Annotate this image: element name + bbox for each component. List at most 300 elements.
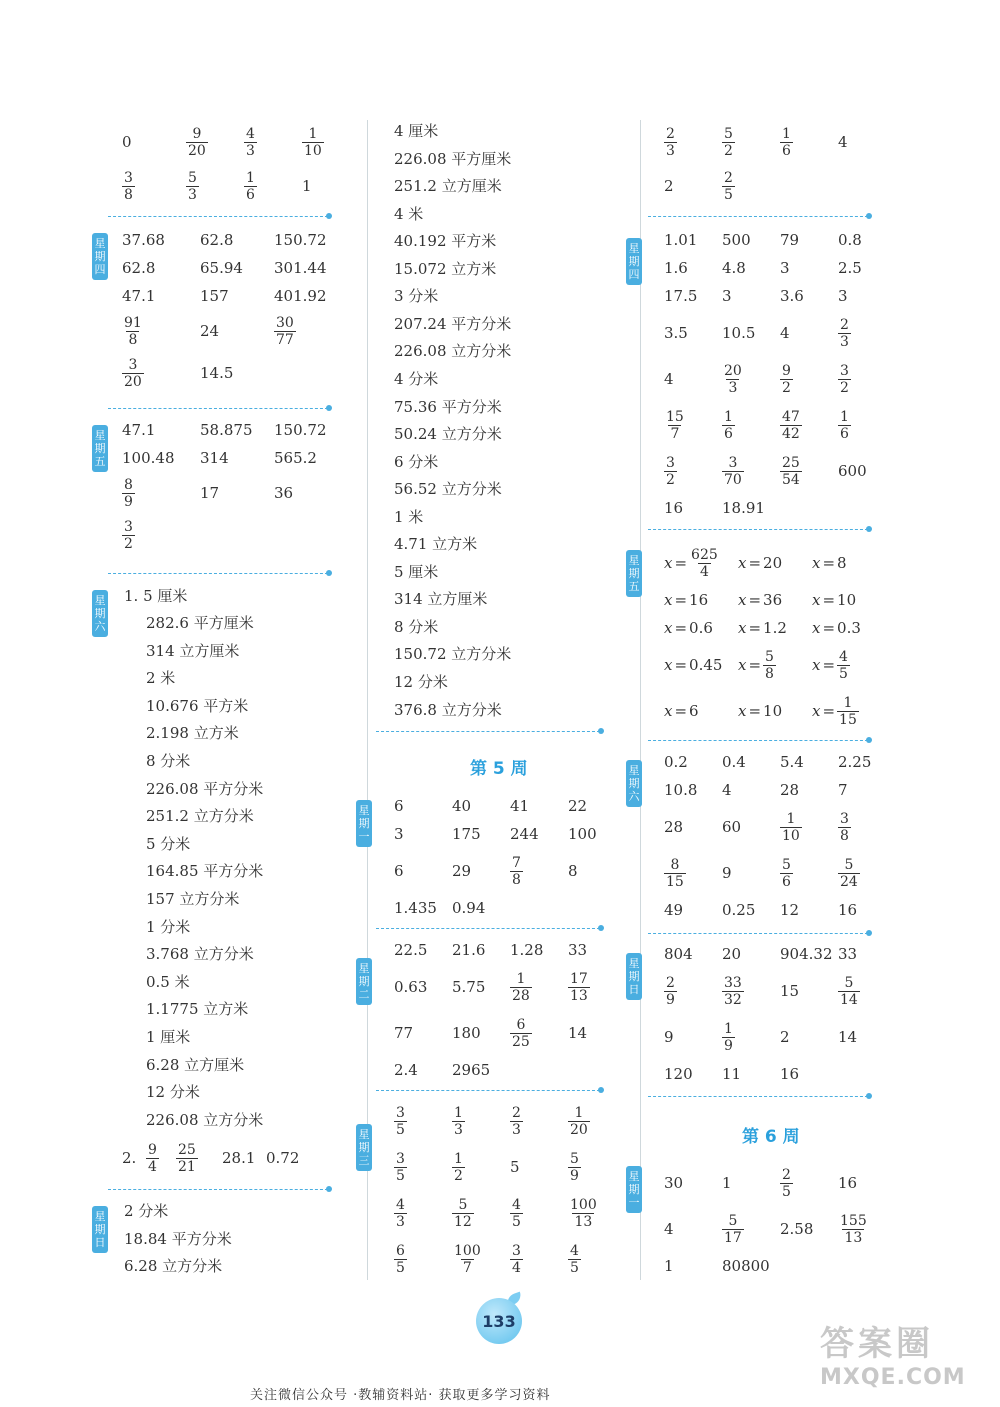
answer-value: 16 <box>664 499 684 517</box>
answer-row <box>664 254 896 282</box>
answer-line: 3 分米 <box>394 287 439 306</box>
answer-line: 3.768 立方分米 <box>146 945 254 964</box>
answer-row <box>664 748 896 776</box>
answer-value: 4 <box>838 133 848 151</box>
answer-row <box>122 444 344 472</box>
answer-line: 1. 5 厘米 <box>124 587 188 605</box>
answer-value: 62.8 <box>200 231 234 249</box>
answer-row <box>664 586 886 614</box>
answer-value: 500 <box>722 231 751 249</box>
answer-row <box>394 894 626 922</box>
answer-row <box>122 120 352 164</box>
answer-line: 1 分米 <box>146 917 191 936</box>
answer-value: $\frac{9}{20}$ <box>188 125 206 159</box>
answer-value: 157 <box>200 287 229 305</box>
answer-value <box>200 514 274 556</box>
answer-value: x = $\frac{5}{8}$ <box>738 648 774 682</box>
answer-line: 4 分米 <box>394 369 439 388</box>
answer-value: $\frac{1}{28}$ <box>512 970 530 1004</box>
answer-value: $\frac{5}{9}$ <box>570 1150 579 1184</box>
answer-value: x = 0.6 <box>664 619 713 637</box>
answer-value: 17 <box>200 484 220 502</box>
answer-line: 251.2 立方厘米 <box>394 177 502 196</box>
answer-value: $\frac{1}{10}$ <box>304 125 322 159</box>
answer-value: 2965 <box>452 1061 491 1079</box>
answer-row <box>394 1236 626 1282</box>
answer-value: 4 <box>722 781 732 799</box>
answer-value: $\frac{5}{3}$ <box>188 169 197 203</box>
answer-row <box>664 896 896 924</box>
answer-value: x = 8 <box>812 554 847 572</box>
answer-value: $\frac{3}{20}$ <box>124 356 142 390</box>
answer-row <box>664 614 886 642</box>
answer-value: 100.48 <box>122 449 175 467</box>
answer-value <box>510 894 568 922</box>
answer-value: 22.5 <box>394 941 428 959</box>
answer-row <box>664 356 896 402</box>
answer-row <box>122 514 344 556</box>
answer-row <box>664 282 896 310</box>
day-tag-sunday: 星期日 <box>92 1206 108 1253</box>
answer-value: 180 <box>452 1024 481 1042</box>
column-divider-right <box>640 120 641 1280</box>
watermark <box>820 1316 966 1390</box>
answer-value: 4 <box>664 1220 674 1238</box>
answer-value: $\frac{8}{9}$ <box>124 476 133 510</box>
answer-value: $\frac{100}{13}$ <box>570 1196 597 1230</box>
divider <box>376 1090 600 1091</box>
answer-value: 28.1 <box>222 1149 256 1167</box>
answer-line: 2 米 <box>146 669 176 688</box>
answer-value: $\frac{1}{10}$ <box>782 810 800 844</box>
answer-value: 1 <box>722 1174 732 1192</box>
answer-value: 47.1 <box>122 421 156 439</box>
answer-value: 3.5 <box>664 324 688 342</box>
answer-value: 16 <box>838 1174 858 1192</box>
answer-value: $\frac{3}{5}$ <box>396 1150 405 1184</box>
answer-row <box>394 1144 626 1190</box>
answer-value: x = 10 <box>738 702 783 720</box>
answer-row <box>394 1056 626 1084</box>
answer-value <box>568 1056 626 1084</box>
answer-line: 6.28 立方分米 <box>124 1257 223 1276</box>
answer-value: $\frac{2}{5}$ <box>724 169 733 203</box>
answer-value: $\frac{5}{14}$ <box>840 974 858 1008</box>
day-tag-saturday: 星期六 <box>626 760 642 807</box>
answer-line: 1 厘米 <box>146 1028 191 1046</box>
answer-value: 60 <box>722 818 742 836</box>
answer-value: $\frac{5}{17}$ <box>724 1212 742 1246</box>
answer-value: 1.6 <box>664 259 688 277</box>
answer-row <box>394 792 626 820</box>
answer-line: 5 厘米 <box>394 562 439 581</box>
answer-value <box>568 894 626 922</box>
answer-line: 226.08 平方厘米 <box>394 149 512 168</box>
answer-row <box>664 850 896 896</box>
answer-row <box>664 402 896 448</box>
answer-value: $\frac{25}{54}$ <box>782 454 800 488</box>
answer-value: 2 <box>664 177 674 195</box>
answer-row <box>394 1010 626 1056</box>
answer-value: 40 <box>452 797 472 815</box>
answer-value: 0.8 <box>838 231 862 249</box>
answer-value: $\frac{1}{20}$ <box>570 1104 588 1138</box>
day-tag-thursday: 星期四 <box>626 238 642 285</box>
day-tag-sunday: 星期日 <box>626 953 642 1000</box>
answer-line: 2 分米 <box>124 1202 169 1220</box>
answer-line: 1 米 <box>394 507 424 526</box>
answer-value: 2.5 <box>838 259 862 277</box>
answer-value: x = 36 <box>738 591 783 609</box>
answer-value: $\frac{4}{5}$ <box>512 1196 521 1230</box>
answer-value: 11 <box>722 1065 742 1083</box>
answer-value: 3 <box>394 825 404 843</box>
answer-value: 0.94 <box>452 899 486 917</box>
answer-value <box>274 352 344 394</box>
answer-value: 600 <box>838 462 867 480</box>
answer-row <box>664 494 896 522</box>
answer-value: 58.875 <box>200 421 253 439</box>
answer-line: 50.24 立方分米 <box>394 425 502 444</box>
answer-value <box>838 1252 896 1280</box>
answer-value: 3.6 <box>780 287 804 305</box>
answer-value: 28 <box>664 818 684 836</box>
answer-line: 15.072 立方米 <box>394 259 497 278</box>
answer-value: 47.1 <box>122 287 156 305</box>
answer-value: 6 <box>394 797 404 815</box>
divider <box>108 216 328 217</box>
answer-line: 376.8 立方分米 <box>394 700 502 719</box>
answer-row <box>664 310 896 356</box>
answer-line: 314 立方厘米 <box>394 590 488 609</box>
answer-row <box>394 820 626 848</box>
week6-title: 第 6 周 <box>742 1127 800 1147</box>
answer-value <box>510 1056 568 1084</box>
answer-value: $\frac{2}{9}$ <box>666 974 675 1008</box>
answer-value: 17.5 <box>664 287 698 305</box>
divider <box>648 529 868 530</box>
answer-value: 5.4 <box>780 753 804 771</box>
answer-value: $\frac{6}{25}$ <box>512 1016 530 1050</box>
answer-value: $\frac{5}{12}$ <box>454 1196 472 1230</box>
answer-value: 80800 <box>722 1257 770 1275</box>
answer-value: $\frac{1}{2}$ <box>454 1150 463 1184</box>
answer-value <box>274 514 344 556</box>
answer-value: 30 <box>664 1174 684 1192</box>
answer-line: 226.08 立方分米 <box>394 342 512 361</box>
answer-value: 62.8 <box>122 259 156 277</box>
answer-value: 24 <box>200 322 220 340</box>
answer-line: 207.24 平方分米 <box>394 314 512 333</box>
answer-row <box>122 472 344 514</box>
answer-line: 282.6 平方厘米 <box>146 614 254 632</box>
answer-line: 75.36 平方分米 <box>394 397 502 416</box>
answer-row <box>664 1014 896 1060</box>
answer-row <box>664 688 886 734</box>
answer-value: $\frac{9}{2}$ <box>782 362 791 396</box>
answer-value: $\frac{30}{77}$ <box>276 314 294 348</box>
answer-line: 10.676 平方米 <box>146 696 249 715</box>
answer-line: 4.71 立方米 <box>394 535 478 554</box>
answer-value: $\frac{8}{15}$ <box>666 856 684 890</box>
answer-value: 0.72 <box>266 1149 300 1167</box>
answer-row <box>122 1136 316 1180</box>
divider <box>108 408 328 409</box>
answer-row <box>394 1190 626 1236</box>
answer-value: 0.63 <box>394 978 428 996</box>
answer-line: 6 分米 <box>394 452 439 471</box>
answer-row <box>664 642 886 688</box>
answer-row <box>664 120 896 164</box>
answer-value: $\frac{1}{6}$ <box>840 408 849 442</box>
answer-value: 12 <box>780 901 800 919</box>
day-tag-friday: 星期五 <box>626 550 642 597</box>
answer-row <box>394 848 626 894</box>
answer-value: 3 <box>722 287 732 305</box>
answer-value: 0.25 <box>722 901 756 919</box>
answer-value: $\frac{3}{2}$ <box>840 362 849 396</box>
answer-row <box>394 964 626 1010</box>
divider <box>648 216 868 217</box>
answer-row <box>664 164 896 208</box>
answer-value: $\frac{2}{3}$ <box>666 125 675 159</box>
answer-value: 22 <box>568 797 588 815</box>
answer-line: 56.52 立方分米 <box>394 480 502 499</box>
answer-row <box>122 164 352 208</box>
answer-value: 100 <box>568 825 597 843</box>
answer-value: 3 <box>838 287 848 305</box>
answer-line: 5 分米 <box>146 834 191 853</box>
answer-value: 804 <box>664 945 693 963</box>
answer-value: 15 <box>780 982 800 1000</box>
answer-value: $\frac{3}{8}$ <box>124 169 133 203</box>
answer-value: $\frac{91}{8}$ <box>124 314 142 348</box>
answer-value: 2.25 <box>838 753 872 771</box>
answer-row <box>122 310 344 352</box>
answer-value: 14 <box>568 1024 588 1042</box>
divider <box>108 573 328 574</box>
answer-value: x = 20 <box>738 554 783 572</box>
answer-value: 565.2 <box>274 449 317 467</box>
divider <box>648 740 868 741</box>
answer-line: 18.84 平方分米 <box>124 1229 232 1248</box>
answer-value: $\frac{33}{32}$ <box>724 974 742 1008</box>
answer-line: 314 立方厘米 <box>146 641 240 660</box>
answer-value: 29 <box>452 862 472 880</box>
answer-value: $\frac{2}{3}$ <box>840 316 849 350</box>
answer-value: 21.6 <box>452 941 486 959</box>
answer-value: 79 <box>780 231 800 249</box>
answer-value: 1 <box>302 177 312 195</box>
answer-value: 65.94 <box>200 259 243 277</box>
week5-title: 第 5 周 <box>470 759 528 779</box>
answer-value: 37.68 <box>122 231 165 249</box>
divider <box>108 1189 328 1190</box>
answer-value: 7 <box>838 781 848 799</box>
day-tag-monday: 星期一 <box>626 1166 642 1213</box>
answer-value: x = $\frac{1}{15}$ <box>812 694 857 728</box>
answer-value: 3 <box>780 259 790 277</box>
answer-value: $\frac{6}{5}$ <box>396 1242 405 1276</box>
answer-value: 14.5 <box>200 364 234 382</box>
answer-value: x = $\frac{625}{4}$ <box>664 546 718 580</box>
column-divider-left <box>367 120 368 1280</box>
answer-value: x = 0.3 <box>812 619 861 637</box>
answer-line: 8 分米 <box>394 617 439 636</box>
answer-value: 4.8 <box>722 259 746 277</box>
answer-line: 164.85 平方分米 <box>146 862 264 881</box>
answer-value: $\frac{3}{8}$ <box>840 810 849 844</box>
answer-row <box>122 226 344 254</box>
answer-value: 77 <box>394 1024 414 1042</box>
answer-line: 226.08 立方分米 <box>146 1110 264 1129</box>
day-tag-wednesday: 星期三 <box>356 1124 372 1171</box>
answer-line: 8 分米 <box>146 752 191 770</box>
answer-line: 12 分米 <box>394 673 448 691</box>
answer-value: 8 <box>568 862 578 880</box>
answer-value: 33 <box>838 945 858 963</box>
answer-value: 301.44 <box>274 259 327 277</box>
answer-value: 20 <box>722 945 742 963</box>
answer-value: $\frac{2}{3}$ <box>512 1104 521 1138</box>
answer-row <box>664 804 896 850</box>
answer-value: $\frac{155}{13}$ <box>840 1212 867 1246</box>
answer-line: 6.28 立方厘米 <box>146 1055 245 1074</box>
answer-line: 0.5 米 <box>146 972 190 991</box>
answer-value: 5 <box>510 1158 520 1176</box>
answer-value: $\frac{47}{42}$ <box>782 408 800 442</box>
answer-value: $\frac{4}{3}$ <box>246 125 255 159</box>
answer-row <box>122 416 344 444</box>
answer-value: 14 <box>838 1028 858 1046</box>
answer-value: 150.72 <box>274 421 327 439</box>
answer-row <box>122 282 344 310</box>
watermark-url: MXQE.COM <box>820 1365 966 1390</box>
answer-value: $\frac{1}{3}$ <box>454 1104 463 1138</box>
answer-value: 0.4 <box>722 753 746 771</box>
answer-value: $\frac{7}{8}$ <box>512 854 521 888</box>
answer-value: 2. <box>122 1149 137 1167</box>
answer-value <box>780 494 838 522</box>
answer-value: $\frac{25}{21}$ <box>178 1141 196 1175</box>
answer-value: 9 <box>664 1028 674 1046</box>
answer-value: $\frac{5}{6}$ <box>782 856 791 890</box>
answer-row <box>664 776 896 804</box>
answer-value: 1.435 <box>394 899 437 917</box>
answer-row <box>664 448 896 494</box>
answer-row <box>664 226 896 254</box>
answer-line: 150.72 立方分米 <box>394 645 512 664</box>
answer-value: 10.5 <box>722 324 756 342</box>
footer-text: 关注微信公众号 ·教辅资料站· 获取更多学习资料 <box>250 1388 551 1403</box>
page-number: 133 <box>476 1298 522 1344</box>
answer-value <box>838 1060 896 1088</box>
answer-value: x = 6 <box>664 702 699 720</box>
answer-row <box>394 936 626 964</box>
answer-value: 16 <box>838 901 858 919</box>
answer-value: 4 <box>780 324 790 342</box>
divider <box>376 731 600 732</box>
answer-value: 2 <box>780 1028 790 1046</box>
answer-value: 10.8 <box>664 781 698 799</box>
answer-value: $\frac{17}{13}$ <box>570 970 588 1004</box>
answer-value: $\frac{5}{2}$ <box>724 125 733 159</box>
answer-value: 16 <box>780 1065 800 1083</box>
answer-value: 2.4 <box>394 1061 418 1079</box>
answer-value: $\frac{3}{4}$ <box>512 1242 521 1276</box>
answer-value: 120 <box>664 1065 693 1083</box>
answer-line: 4 米 <box>394 204 424 223</box>
answer-value: $\frac{100}{7}$ <box>454 1242 481 1276</box>
answer-row <box>394 1098 626 1144</box>
answer-value: 1.01 <box>664 231 698 249</box>
answer-value: x = $\frac{4}{5}$ <box>812 648 848 682</box>
answer-value <box>780 1252 838 1280</box>
answer-value: x = 0.45 <box>664 656 723 674</box>
answer-value: $\frac{3}{5}$ <box>396 1104 405 1138</box>
answer-value: $\frac{5}{24}$ <box>840 856 858 890</box>
answer-value: 28 <box>780 781 800 799</box>
answer-value: 904.32 <box>780 945 833 963</box>
answer-value: $\frac{1}{6}$ <box>782 125 791 159</box>
answer-value: $\frac{9}{4}$ <box>148 1141 157 1175</box>
answer-line: 251.2 立方分米 <box>146 807 254 826</box>
answer-line: 1.1775 立方米 <box>146 1000 249 1019</box>
answer-row <box>664 1060 896 1088</box>
answer-value: $\frac{1}{6}$ <box>724 408 733 442</box>
answer-line: 2.198 立方米 <box>146 724 239 743</box>
answer-value: 1.28 <box>510 941 544 959</box>
day-tag-thursday: 星期四 <box>92 233 108 280</box>
answer-value: $\frac{3}{70}$ <box>724 454 742 488</box>
answer-row <box>664 968 896 1014</box>
answer-value: $\frac{1}{6}$ <box>246 169 255 203</box>
answer-line: 226.08 平方分米 <box>146 779 264 798</box>
answer-line: 12 分米 <box>146 1083 200 1102</box>
answer-value: $\frac{1}{9}$ <box>724 1020 733 1054</box>
answer-row <box>664 1160 896 1206</box>
day-tag-monday: 星期一 <box>356 800 372 847</box>
answer-line: 4 厘米 <box>394 122 439 140</box>
day-tag-tuesday: 星期二 <box>356 958 372 1005</box>
answer-value: $\frac{4}{3}$ <box>396 1196 405 1230</box>
answer-value: 314 <box>200 449 229 467</box>
answer-value <box>838 164 896 208</box>
answer-value: 2.58 <box>780 1220 814 1238</box>
answer-row <box>122 352 344 394</box>
divider <box>648 933 868 934</box>
answer-value: 18.91 <box>722 499 765 517</box>
answer-value: $\frac{15}{7}$ <box>666 408 684 442</box>
answer-value: 9 <box>722 864 732 882</box>
answer-value: x = 10 <box>812 591 857 609</box>
answer-value <box>780 164 838 208</box>
answer-value: 0 <box>122 133 132 151</box>
answer-value: $\frac{4}{5}$ <box>570 1242 579 1276</box>
answer-value: $\frac{2}{5}$ <box>782 1166 791 1200</box>
answer-value: x = 1.2 <box>738 619 787 637</box>
day-tag-friday: 星期五 <box>92 425 108 472</box>
answer-row <box>664 1252 896 1280</box>
answer-row <box>122 254 344 282</box>
day-tag-saturday: 星期六 <box>92 590 108 637</box>
answer-value: 36 <box>274 484 294 502</box>
answer-row <box>664 1206 896 1252</box>
answer-row <box>664 540 886 586</box>
answer-value: 1 <box>664 1257 674 1275</box>
answer-value: 49 <box>664 901 684 919</box>
watermark-logo: 答案圈 <box>820 1324 934 1364</box>
